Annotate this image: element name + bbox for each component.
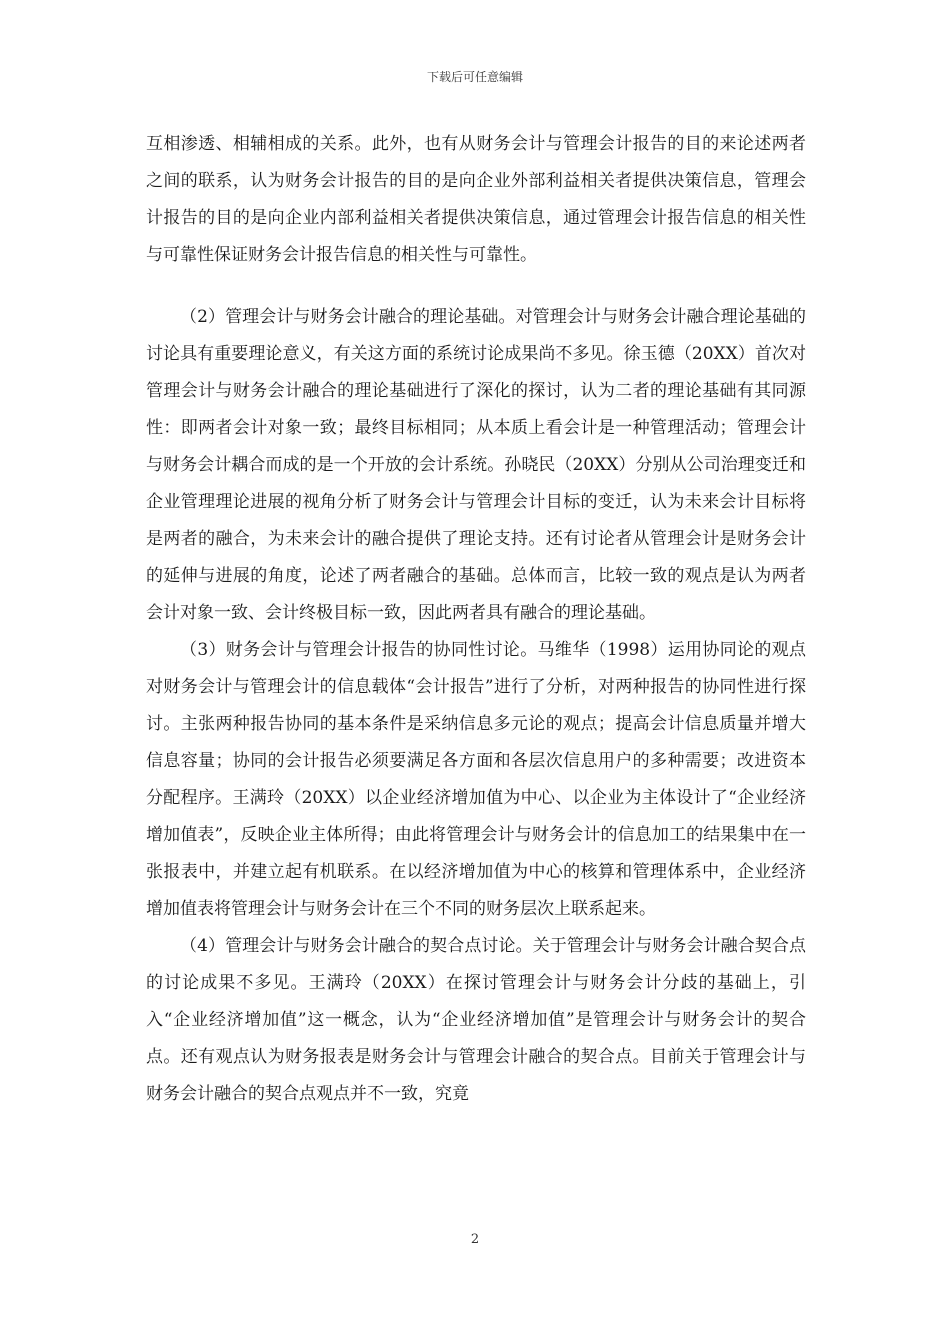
paragraph-fit-point: （4）管理会计与财务会计融合的契合点讨论。关于管理会计与财务会计融合契合点的讨论成果不多见。王满玲（20XX）在探讨管理会计与财务会计分歧的基础上，引入“企业经济增加值”这一概念，认为“企业经济增加值”是管理会计与财务会计的契合点。还有观点认为财务报表是财务会计与管理会计融合的契合点。目前关于管理会计与财务会计融合的契合点观点并不一致，究竟 [146, 936, 806, 1104]
paragraph-continuation: 互相渗透、相辅相成的关系。此外，也有从财务会计与管理会计报告的目的来论述两者之间的联系，认为财务会计报告的目的是向企业外部利益相关者提供决策信息，管理会计报告的目的是向企业内部利益相关者提供决策信息，通过管理会计报告信息的相关性与可靠性保证财务会计报告信息的相关性与可靠性。 [146, 134, 806, 265]
paragraph-theoretical-basis: （2）管理会计与财务会计融合的理论基础。对管理会计与财务会计融合理论基础的讨论具有重要理论意义，有关这方面的系统讨论成果尚不多见。徐玉德（20XX）首次对管理会计与财务会计融合的理论基础进行了深化的探讨，认为二者的理论基础有其同源性：即两者会计对象一致；最终目标相同；从本质上看会计是一种管理活动；管理会计与财务会计耦合而成的是一个开放的会计系统。孙晓民（20XX）分别从公司治理变迁和企业管理理论进展的视角分析了财务会计与管理会计目标的变迁，认为未来会计目标将是两者的融合，为未来会计的融合提供了理论支持。还有讨论者从管理会计是财务会计的延伸与进展的角度，论述了两者融合的基础。总体而言，比较一致的观点是认为两者会计对象一致、会计终极目标一致，因此两者具有融合的理论基础。 [146, 307, 806, 623]
paragraph-report-synergy: （3）财务会计与管理会计报告的协同性讨论。马维华（1998）运用协同论的观点对财务会计与管理会计的信息载体“会计报告”进行了分析，对两种报告的协同性进行探讨。主张两种报告协同的基本条件是采纳信息多元论的观点；提高会计信息质量并增大信息容量；协同的会计报告必须要满足各方面和各层次信息用户的多种需要；改进资本分配程序。王满玲（20XX）以企业经济增加值为中心、以企业为主体设计了“企业经济增加值表”，反映企业主体所得；由此将管理会计与财务会计的信息加工的结果集中在一张报表中，并建立起有机联系。在以经济增加值为中心的核算和管理体系中，企业经济增加值表将管理会计与财务会计在三个不同的财务层次上联系起来。 [146, 640, 806, 919]
page-number: 2 [470, 1232, 480, 1247]
document-body [146, 126, 806, 1113]
paragraph-gap [146, 274, 806, 299]
page-header: 下载后可任意编辑 [426, 70, 523, 84]
